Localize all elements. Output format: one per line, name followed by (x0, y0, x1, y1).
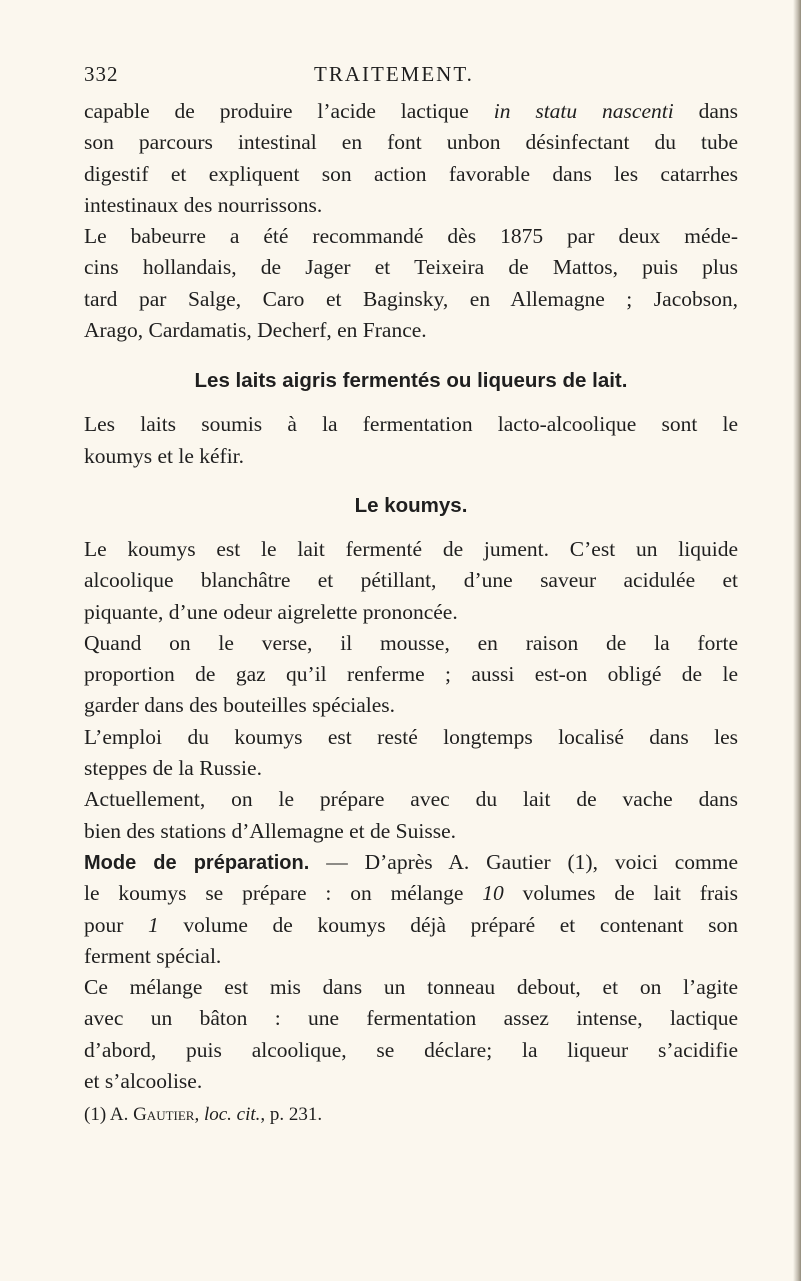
paragraph-2 (84, 221, 738, 346)
text-line: Arago, Cardamatis, Decherf, en France. (84, 318, 427, 343)
text-line: alcoolique blanchâtre et pétillant, d’une saveur acidulée et (84, 568, 738, 593)
running-head (84, 62, 738, 92)
page-edge-shadow (793, 0, 801, 1281)
footnote-author: Gautier (133, 1104, 195, 1126)
text-line: et s’alcoolise. (84, 1069, 203, 1094)
text-line: capable de produire l’acide lactique in statu nascenti dans (84, 99, 738, 123)
text-line: pour 1 volume de koumys déjà préparé et contenant son (84, 912, 738, 937)
text-line: avec un bâton : une fermentation assez intense, lactique (84, 1006, 738, 1031)
text-line: intestinaux des nourrissons. (84, 192, 323, 217)
paragraph-5 (84, 628, 738, 722)
body-text (84, 96, 738, 1128)
paragraph-6 (84, 722, 738, 785)
subsection-heading: Le koumys. (354, 493, 468, 517)
run-in-heading: Mode de préparation. (84, 851, 310, 874)
text-line: steppes de la Russie. (84, 756, 262, 781)
footnote: (1) A. Gautier, loc. cit., p. 231. (84, 1104, 323, 1126)
footnote-reference: loc. cit. (203, 1104, 261, 1126)
text-line: piquante, d’une odeur aigrelette prononcée. (84, 599, 458, 624)
page-number: 332 (84, 62, 119, 86)
text-line: le koumys se prépare : on mélange 10 volumes de lait frais (84, 881, 738, 906)
text-line: d’abord, puis alcoolique, se déclare; la liqueur s’acidifie (84, 1037, 738, 1062)
text-line: Actuellement, on le prépare avec du lait de vache dans (84, 787, 738, 812)
text-line: Mode de préparation. — D’après A. Gautier (1), voici comme (84, 849, 739, 874)
paragraph-9 (84, 972, 738, 1097)
section-heading: Les laits aigris fermentés ou liqueurs de lait. (194, 369, 628, 393)
text-line: koumys et le kéfir. (84, 443, 245, 468)
text-line: tard par Salge, Caro et Baginsky, en Allemagne ; Jacobson, (84, 286, 738, 311)
text-line: bien des stations d’Allemagne et de Suisse. (84, 818, 456, 843)
paragraph-4 (84, 534, 738, 628)
text-line: cins hollandais, de Jager et Teixeira de Mattos, puis plus (84, 255, 738, 280)
italic-number: 10 (482, 881, 504, 906)
text-line: proportion de gaz qu’il renferme ; aussi est-on obligé de le (84, 662, 738, 687)
text-line: Les laits soumis à la fermentation lacto-alcoolique sont le (84, 412, 738, 437)
latin-phrase: in statu nascenti (493, 99, 674, 123)
book-page (84, 62, 738, 1128)
text-line: L’emploi du koumys est resté longtemps localisé dans les (84, 724, 738, 749)
paragraph-8 (84, 847, 738, 972)
text-line: son parcours intestinal en font unbon désinfectant du tube (84, 130, 738, 155)
text-line: digestif et expliquent son action favorable dans les catarrhes (84, 161, 738, 186)
text-line: garder dans des bouteilles spéciales. (84, 693, 396, 718)
running-title: TRAITEMENT. (314, 62, 474, 86)
text-line: ferment spécial. (84, 943, 222, 968)
paragraph-1 (84, 96, 738, 221)
text-line: Le babeurre a été recommandé dès 1875 par deux méde- (84, 224, 738, 249)
paragraph-7 (84, 784, 738, 847)
text-line: Le koumys est le lait fermenté de jument. C’est un liquide (84, 536, 738, 561)
paragraph-3 (84, 409, 738, 472)
italic-number: 1 (148, 912, 159, 937)
text-line: Ce mélange est mis dans un tonneau debout, et on l’agite (84, 975, 738, 1000)
text-line: Quand on le verse, il mousse, en raison de la forte (84, 630, 738, 655)
